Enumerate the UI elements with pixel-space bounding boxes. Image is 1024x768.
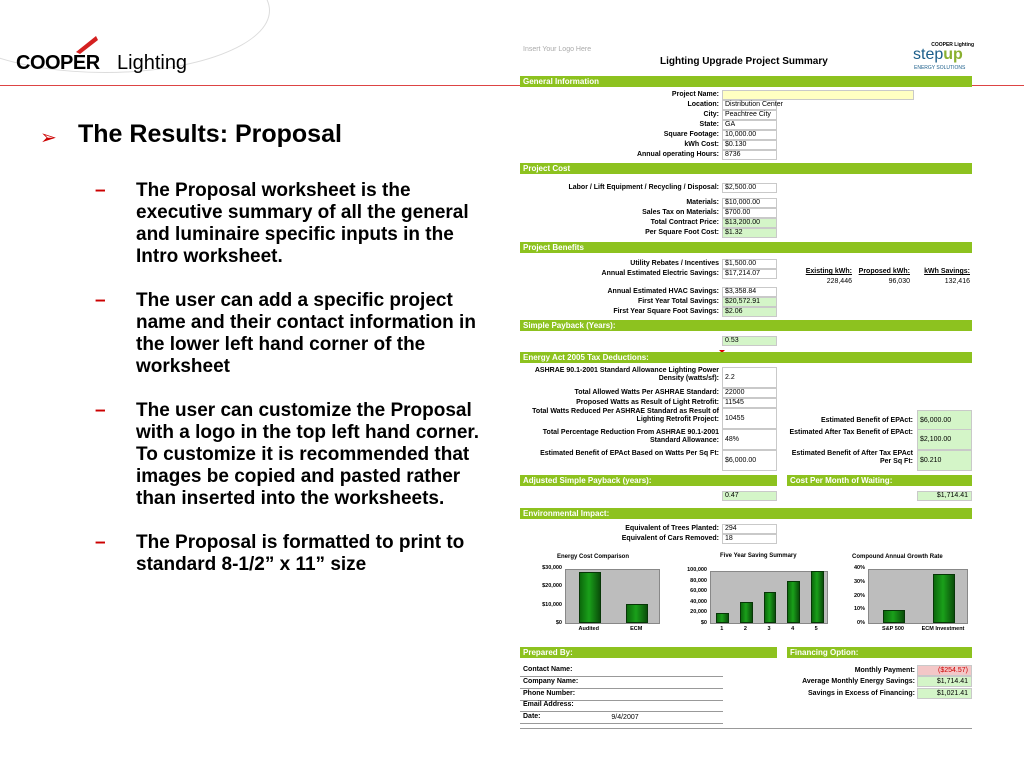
section-header-env: Environmental Impact:: [520, 508, 972, 519]
bullet-item: [40, 290, 480, 378]
x-tick-label: 3: [767, 626, 771, 632]
y-tick-label: 60,000: [690, 588, 707, 595]
x-tick-label: ECM: [630, 626, 643, 632]
bullet-text: The Proposal is formatted to print to standard 8-1/2” x 11” size: [136, 532, 465, 575]
field-label: Labor / Lift Equipment / Recycling / Disposal:: [568, 184, 719, 191]
section-header-cost_waiting: Cost Per Month of Waiting:: [787, 475, 972, 486]
field-label: Annual Estimated HVAC Savings:: [607, 288, 719, 295]
bullet-text: The Proposal worksheet is the executive summary of all the general and luminaire specific inputs in the Intro worksheet.: [136, 180, 469, 267]
field-label: Estimated Benefit of After Tax EPAct Per Sq Ft:: [791, 450, 913, 465]
field-value[interactable]: 0.47: [722, 491, 777, 501]
bullet-item: [40, 180, 480, 268]
field-label: State:: [699, 121, 719, 128]
stepup-logo-top: COOPER Lighting: [931, 42, 974, 48]
y-tick-label: 20%: [853, 592, 865, 599]
chart-bar: [626, 604, 648, 623]
field-label: Annual Estimated Electric Savings:: [601, 270, 719, 277]
dash-bullet-icon: –: [95, 532, 106, 553]
section-header-financing: Financing Option:: [787, 647, 972, 658]
field-label: Equivalent of Cars Removed:: [621, 535, 719, 542]
contact-field-line: [520, 723, 723, 724]
field-value[interactable]: $1,714.41: [917, 676, 972, 687]
y-tick-label: 30%: [853, 578, 865, 585]
chart-title: Energy Cost Comparison: [557, 554, 630, 560]
y-tick-label: 0%: [857, 620, 865, 626]
x-tick-label: S&P 500: [882, 626, 904, 632]
field-label: Estimated Benefit of EPAct Based on Watts Per Sq Ft:: [540, 450, 719, 457]
field-value[interactable]: 48%: [722, 429, 777, 450]
y-tick-label: $0: [700, 620, 707, 626]
contact-label: Email Address:: [523, 701, 574, 708]
bullet-text: The user can add a specific project name and their contact information in the lower left hand corner of the worksheet: [136, 290, 476, 377]
x-tick-label: 1: [720, 626, 724, 632]
y-tick-label: 100,000: [687, 567, 707, 573]
section-header-prepared: Prepared By:: [520, 647, 777, 658]
field-value[interactable]: 0.53: [722, 336, 777, 346]
field-value[interactable]: $1,714.41: [917, 491, 972, 501]
bullet-item: [40, 532, 480, 576]
contact-label: Company Name:: [523, 678, 579, 685]
field-label: ASHRAE 90.1-2001 Standard Allowance Lighting Power Density (watts/sf):: [534, 367, 719, 382]
contact-field-line: [520, 688, 723, 689]
y-tick-label: $0: [555, 620, 562, 626]
logo-brand: COOPER: [16, 52, 100, 74]
bullet-item: [40, 400, 480, 510]
field-label: Estimated Benefit of EPAct:: [820, 417, 913, 424]
field-value[interactable]: $1,021.41: [917, 688, 972, 699]
field-value[interactable]: 2.2: [722, 367, 777, 388]
field-label: Sales Tax on Materials:: [642, 209, 719, 216]
section-header-energy_act: Energy Act 2005 Tax Deductions:: [520, 352, 972, 363]
field-label: First Year Square Foot Savings:: [613, 308, 719, 315]
contact-field-line: [520, 676, 723, 677]
field-value[interactable]: Peachtree City: [722, 110, 777, 120]
dash-bullet-icon: –: [95, 180, 106, 201]
field-label: Average Monthly Energy Savings:: [802, 678, 915, 685]
logo-swoosh-icon: [74, 32, 100, 54]
kwh-header: kWh Savings:: [924, 268, 970, 275]
field-label: Total Watts Reduced Per ASHRAE Standard as Result of Lighting Retrofit Project:: [532, 408, 719, 423]
x-tick-label: 2: [743, 626, 747, 632]
field-value[interactable]: $20,572.91: [722, 297, 777, 307]
field-value[interactable]: 8736: [722, 150, 777, 160]
field-value[interactable]: 10,000.00: [722, 130, 777, 140]
field-value[interactable]: GA: [722, 120, 777, 130]
y-tick-label: 10%: [853, 606, 865, 613]
y-tick-label: 80,000: [690, 577, 707, 584]
field-label: Square Footage:: [663, 131, 719, 138]
bullet-list: [40, 180, 480, 576]
y-tick-label: 20,000: [690, 609, 707, 616]
section-header-benefits: Project Benefits: [520, 242, 972, 253]
field-value[interactable]: 22000: [722, 388, 777, 398]
field-value[interactable]: $2,100.00: [917, 429, 972, 450]
field-label: Proposed Watts as Result of Light Retrofit:: [576, 399, 719, 406]
contact-label: Phone Number:: [523, 690, 576, 697]
chart-plot-area: [868, 569, 968, 624]
field-label: Per Square Foot Cost:: [645, 229, 719, 236]
y-tick-label: $30,000: [542, 565, 562, 571]
chart-bar: [579, 572, 601, 623]
contact-field-line: [520, 711, 723, 712]
chart-plot-area: [565, 569, 660, 624]
slide-heading-row: [40, 120, 480, 156]
field-value[interactable]: $6,000.00: [917, 410, 972, 431]
chart-bar: [787, 581, 800, 623]
field-value[interactable]: $6,000.00: [722, 450, 777, 471]
chart-bar: [811, 571, 824, 623]
stepup-logo-sub: ENERGY SOLUTIONS: [914, 65, 966, 71]
kwh-header: Existing kWh:: [805, 268, 852, 275]
stepup-logo: [910, 42, 974, 74]
field-label: Location:: [687, 101, 719, 108]
section-header-cost: Project Cost: [520, 163, 972, 174]
logo-suffix: Lighting: [117, 52, 188, 74]
y-tick-label: 40%: [853, 565, 865, 571]
bullet-text: The user can customize the Proposal with a logo in the top left hand corner. To customize it is recommended that images be copied and pasted rather than inserted into the worksheets.: [136, 400, 480, 509]
field-value[interactable]: $1,500.00: [722, 259, 777, 269]
x-tick-label: Audited: [578, 626, 599, 632]
field-label: Annual operating Hours:: [636, 151, 719, 158]
worksheet-bottom-rule: [520, 728, 972, 729]
field-label: Equivalent of Trees Planted:: [625, 525, 719, 532]
field-label: Total Allowed Watts Per ASHRAE Standard:: [574, 389, 719, 396]
field-label: Materials:: [686, 199, 719, 206]
proposal-worksheet: [520, 42, 975, 742]
section-header-general: General Information: [520, 76, 972, 87]
field-label: Monthly Payment:: [854, 667, 915, 674]
field-value[interactable]: 294: [722, 524, 777, 534]
kwh-value: 228,446: [826, 278, 852, 285]
field-value[interactable]: 18: [722, 534, 777, 544]
logo-placeholder: Insert Your Logo Here: [523, 46, 592, 53]
slide-content: [40, 120, 480, 576]
field-label: Total Percentage Reduction From ASHRAE 90.1-2001 Standard Allowance:: [542, 429, 719, 444]
field-value[interactable]: $0.210: [917, 450, 972, 471]
field-value[interactable]: $10,000.00: [722, 198, 777, 208]
field-label: City:: [703, 111, 719, 118]
contact-label: Contact Name:: [523, 666, 573, 673]
field-value[interactable]: $700.00: [722, 208, 777, 218]
x-tick-label: 5: [814, 626, 818, 632]
field-label: kWh Cost:: [684, 141, 719, 148]
field-label: Estimated After Tax Benefit of EPAct:: [789, 429, 913, 436]
field-value[interactable]: $17,214.07: [722, 269, 777, 279]
y-tick-label: $10,000: [542, 601, 562, 608]
chart-bar: [716, 613, 729, 623]
slide-heading: The Results: Proposal: [78, 120, 342, 148]
chart-bar: [740, 602, 753, 623]
field-value[interactable]: $3,358.84: [722, 287, 777, 297]
field-value[interactable]: $2,500.00: [722, 183, 777, 193]
dash-bullet-icon: –: [95, 400, 106, 421]
section-header-adj_payback: Adjusted Simple Payback (years):: [520, 475, 777, 486]
field-label: Project Name:: [671, 91, 719, 98]
field-value[interactable]: 10455: [722, 408, 777, 429]
field-value[interactable]: [722, 90, 914, 100]
chart-title: Compound Annual Growth Rate: [852, 554, 943, 560]
field-value[interactable]: $0.130: [722, 140, 777, 150]
field-label: Savings in Excess of Financing:: [808, 690, 915, 697]
x-tick-label: 4: [791, 626, 795, 632]
chart-bar: [883, 610, 905, 623]
kwh-value: 132,416: [944, 278, 970, 285]
y-tick-label: $20,000: [542, 583, 562, 590]
field-value[interactable]: $1.32: [722, 228, 777, 238]
field-value[interactable]: 11545: [722, 398, 777, 408]
field-label: Utility Rebates / Incentives: [630, 260, 719, 267]
section-header-payback: Simple Payback (Years):: [520, 320, 972, 331]
field-label: First Year Total Savings:: [637, 298, 719, 305]
field-value[interactable]: ($254.57): [917, 665, 972, 676]
contact-field-value[interactable]: 9/4/2007: [611, 714, 639, 721]
kwh-value: 96,030: [888, 278, 910, 285]
field-value[interactable]: $13,200.00: [722, 218, 777, 228]
chart-plot-area: [710, 571, 828, 624]
kwh-header: Proposed kWh:: [858, 268, 910, 275]
field-label: Total Contract Price:: [650, 219, 719, 226]
worksheet-title: Lighting Upgrade Project Summary: [660, 56, 828, 67]
chart-bar: [933, 574, 955, 623]
stepup-logo-word: stepup: [913, 46, 963, 63]
x-tick-label: ECM Investment: [921, 626, 965, 632]
chart-title: Five Year Saving Summary: [720, 553, 797, 559]
y-tick-label: 40,000: [690, 598, 707, 605]
dash-bullet-icon: –: [95, 290, 106, 311]
arrow-bullet-icon: ➢: [40, 127, 57, 149]
contact-label: Date:: [523, 713, 541, 720]
field-value[interactable]: $2.06: [722, 307, 777, 317]
chart-bar: [764, 592, 777, 623]
field-value[interactable]: Distribution Center: [722, 100, 777, 110]
